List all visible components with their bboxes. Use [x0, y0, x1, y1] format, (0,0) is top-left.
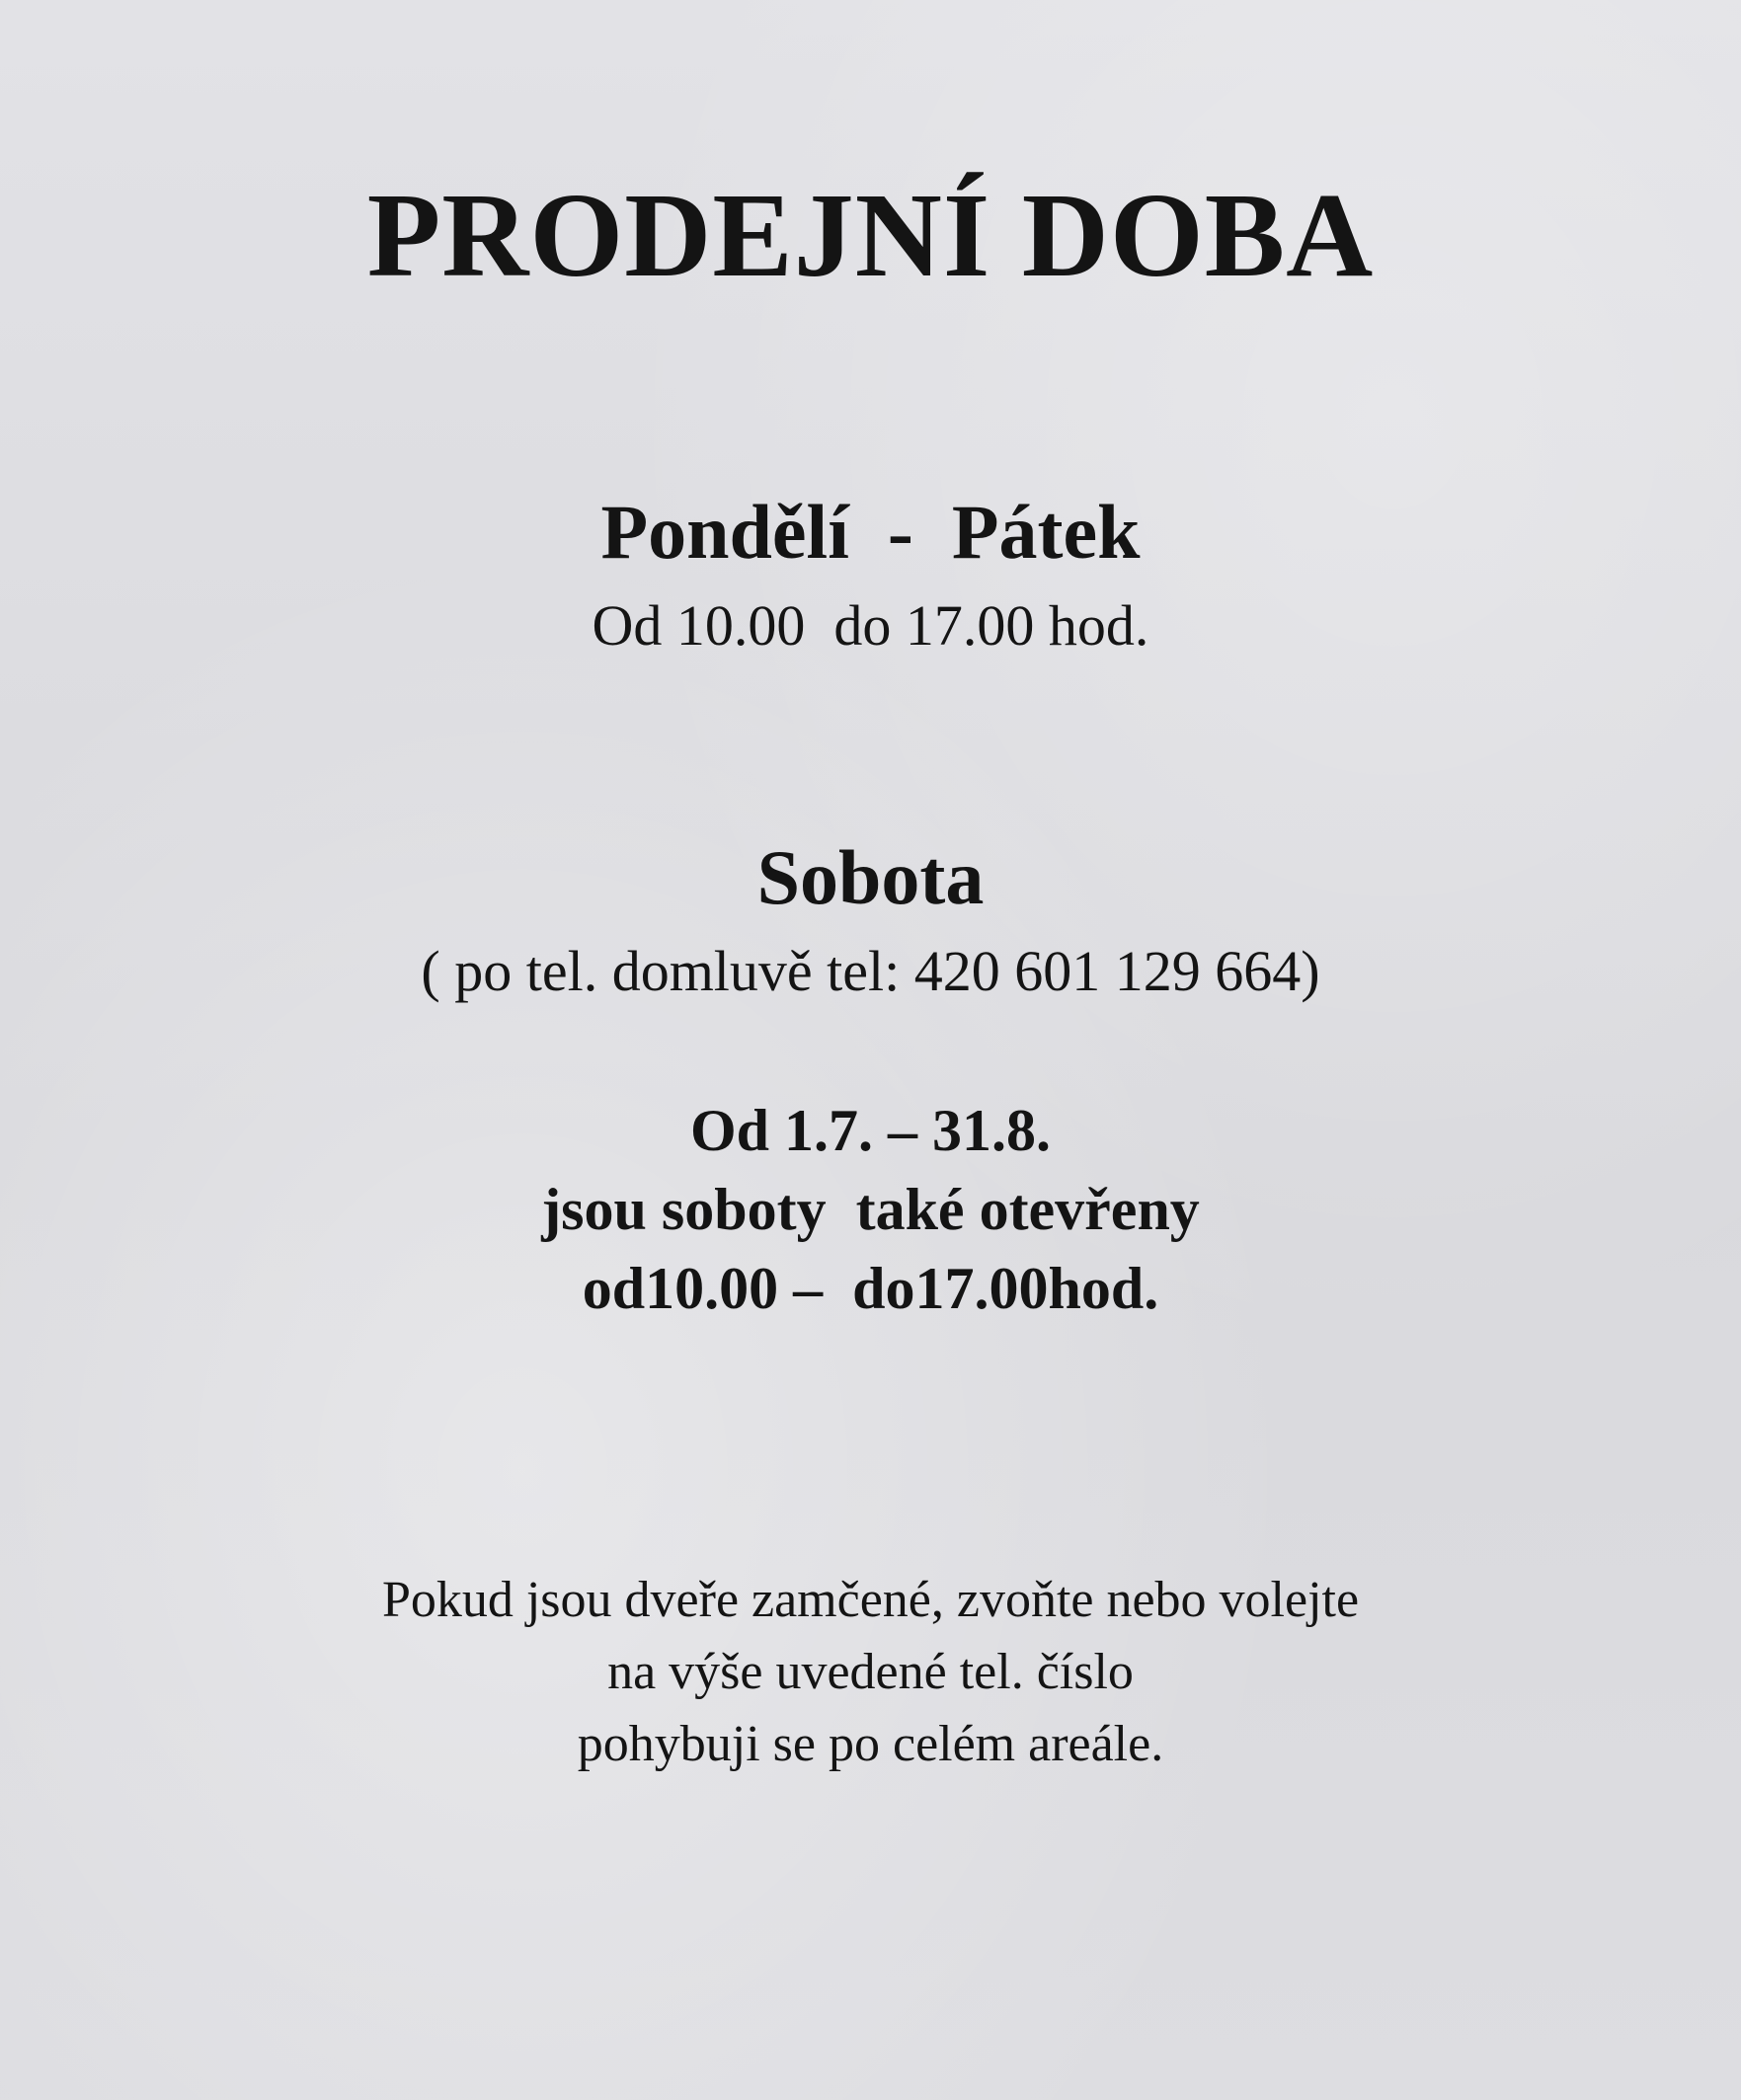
summer-period: Od 1.7. – 31.8. [689, 1098, 1052, 1163]
saturday-heading: Sobota [756, 834, 985, 920]
notice-line-1: Pokud jsou dveře zamčené, zvoňte nebo volejte [381, 1572, 1360, 1628]
page-title: PRODEJNÍ DOBA [366, 169, 1375, 302]
weekdays-heading: Pondělí - Pátek [600, 489, 1141, 575]
summer-hours: od10.00 – do17.00hod. [582, 1256, 1159, 1321]
weekdays-hours: Od 10.00 do 17.00 hod. [592, 593, 1149, 658]
saturday-phone-note: ( po tel. domluvě tel: 420 601 129 664) [421, 939, 1320, 1003]
summer-saturdays-open: jsou soboty také otevřeny [541, 1177, 1200, 1242]
notice-line-2: na výše uvedené tel. číslo [607, 1644, 1134, 1700]
notice-line-3: pohybuji se po celém areále. [577, 1716, 1164, 1772]
